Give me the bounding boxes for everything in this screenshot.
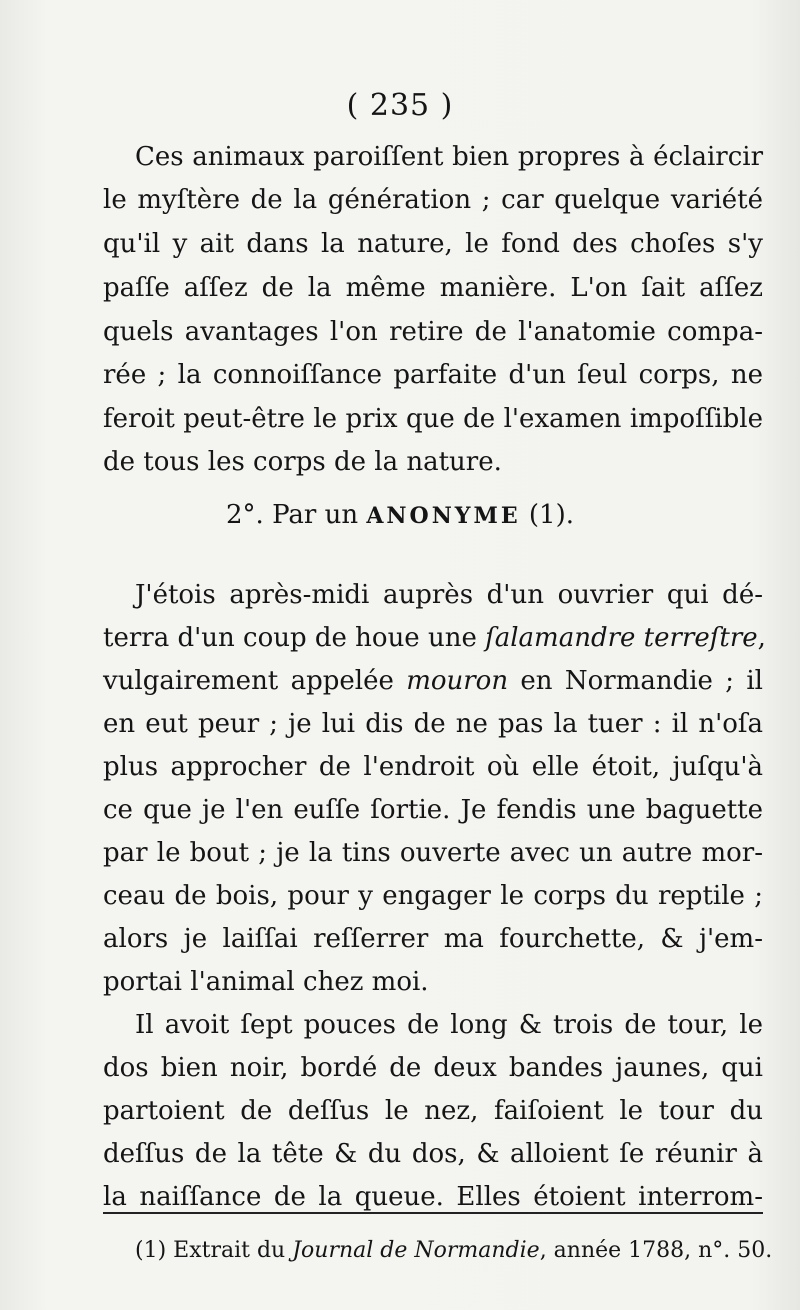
text-line: Il avoit ſept pouces de long & trois de tour, le: [135, 1010, 763, 1040]
text-line: Ces animaux paroiſſent bien propres à éclaircir: [135, 142, 763, 172]
italic-term: mouron: [406, 666, 509, 696]
text-line: J'étois après-midi auprès d'un ouvrier qui dé-: [135, 580, 763, 610]
heading-caps: ANONYME: [366, 503, 521, 529]
footnote: [135, 1234, 773, 1268]
text-line: [103, 661, 763, 701]
text-line: deſſus de la tête & du dos, & alloient ſe réunir à: [103, 1139, 763, 1169]
text-line: en eut peur ; je lui dis de ne pas la tuer : il n'oſa: [103, 709, 763, 739]
text-span: en Normandie ; il: [520, 666, 763, 696]
text-span: vulgairement appelée: [103, 666, 394, 696]
footnote-rule: [103, 1212, 763, 1214]
text-line: alors je laiſſai reſſerrer ma fourchette, & j'em-: [103, 924, 763, 954]
text-span: , année 1788, n°. 50.: [539, 1238, 773, 1263]
text-line: ceau de bois, pour y engager le corps du reptile ;: [103, 881, 763, 911]
text-line: paſſe aſſez de la même manière. L'on ſait aſſez: [103, 273, 763, 303]
text-line: rée ; la connoiſſance parfaite d'un ſeul corps, ne: [103, 360, 763, 390]
text-line: dos bien noir, bordé de deux bandes jaunes, qui: [103, 1053, 763, 1083]
italic-term: ſalamandre terreſtre: [485, 623, 758, 653]
page-number: ( 235 ): [346, 88, 454, 123]
text-line: quels avantages l'on retire de l'anatomie compa-: [103, 317, 763, 347]
text-line: [103, 618, 766, 658]
text-span: ,: [757, 623, 766, 653]
text-span: (1) Extrait du: [135, 1238, 286, 1263]
text-line: la naiſſance de la queue. Elles étoient interrom-: [103, 1182, 763, 1212]
text-line: partoient de deſſus le nez, faiſoient le tour du: [103, 1096, 763, 1126]
section-heading: [0, 500, 800, 530]
text-line: feroit peut-être le prix que de l'examen impoſſible: [103, 404, 763, 434]
heading-prefix: 2°. Par un: [226, 500, 359, 530]
text-line: de tous les corps de la nature.: [103, 447, 502, 477]
text-line: portai l'animal chez moi.: [103, 967, 429, 997]
italic-term: Journal de Normandie: [292, 1238, 540, 1263]
heading-suffix: (1).: [528, 500, 574, 530]
text-line: par le bout ; je la tins ouverte avec un autre mor-: [103, 838, 763, 868]
text-line: le myſtère de la génération ; car quelque variété: [103, 185, 763, 215]
text-line: ce que je l'en euſſe ſortie. Je fendis une baguette: [103, 795, 763, 825]
text-line: plus approcher de l'endroit où elle étoit, juſqu'à: [103, 752, 763, 782]
text-span: terra d'un coup de houe une: [103, 623, 477, 653]
text-line: qu'il y ait dans la nature, le fond des choſes s'y: [103, 229, 763, 259]
